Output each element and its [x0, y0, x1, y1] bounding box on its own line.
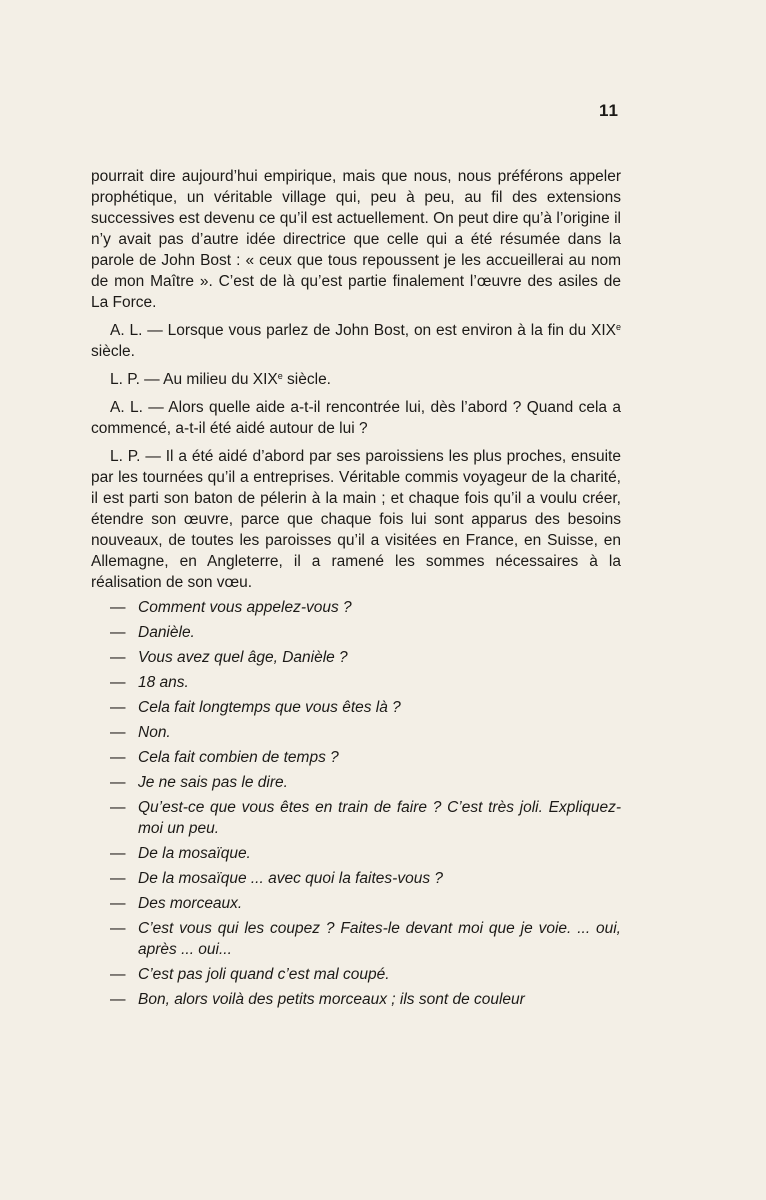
dialogue-text: De la mosaïque ... avec quoi la faites-vous ? — [138, 870, 443, 887]
dialogue-line — [91, 672, 621, 693]
dialogue-dash: — — [110, 799, 126, 816]
dialogue-text: Danièle. — [138, 624, 195, 641]
century-superscript: e — [277, 371, 283, 381]
dialogue-line — [91, 622, 621, 643]
dialogue-dash: — — [110, 920, 126, 937]
paragraph-al-question-2: A. L. — Alors quelle aide a-t-il rencontrée lui, dès l’abord ? Quand cela a commencé, a-t-il été aidé autour de lui ? — [91, 399, 621, 437]
dialogue-line — [91, 772, 621, 793]
paragraph-intro: pourrait dire aujourd’hui empirique, mais que nous, nous préférons appeler prophétique, un véritable village qui, peu à peu, au fil des extensions successives est devenu ce qu’il est actuellement. On peut dire qu’à l’origine il n’y avait pas d’autre idée directrice que celle qui a été résumée dans la parole de John Bost : « ceux que tous repoussent je les accueillerai au nom de mon Maître ». C’est de là qu’est partie finalement l’œuvre des asiles de La Force. — [91, 168, 621, 311]
paragraph-lp-answer-1-text: L. P. — Au milieu du XIX — [110, 371, 278, 388]
paragraph-al-question-1-text: A. L. — Lorsque vous parlez de John Bost, on est environ à la fin du XIX — [110, 322, 616, 339]
dialogue-text: C’est pas joli quand c’est mal coupé. — [138, 966, 390, 983]
dialogue-line — [91, 722, 621, 743]
dialogue-text: Comment vous appelez-vous ? — [138, 599, 352, 616]
dialogue-line — [91, 868, 621, 889]
dialogue-dash: — — [110, 774, 126, 791]
paragraph-lp-answer-1 — [91, 369, 621, 390]
dialogue-line — [91, 989, 621, 1010]
paragraph-lp-answer-2: L. P. — Il a été aidé d’abord par ses paroissiens les plus proches, ensuite par les tournées qu’il a entreprises. Véritable commis voyageur de la charité, il est parti son baton de pélerin à la main ; et chaque fois qu’il a voulu créer, étendre son œuvre, parce que chaque fois lui sont apparus des besoins nouveaux, de toutes les paroisses qu’il a visitées en France, en Suisse, en Allemagne, en Angleterre, il a ramené les sommes nécessaires à la réalisation de son vœu. — [91, 448, 621, 591]
dialogue-line — [91, 747, 621, 768]
dialogue-text: C’est vous qui les coupez ? Faites-le devant moi que je voie. ... oui, après ... oui... — [138, 920, 621, 958]
dialogue-line — [91, 964, 621, 985]
dialogue-line — [91, 647, 621, 668]
dialogue-dash: — — [110, 624, 126, 641]
dialogue-text: Cela fait longtemps que vous êtes là ? — [138, 699, 401, 716]
dialogue-line — [91, 918, 621, 960]
dialogue-dash: — — [110, 699, 126, 716]
dialogue-dash: — — [110, 870, 126, 887]
paragraph-lp-answer-1-end: siècle. — [282, 371, 331, 388]
dialogue-text: Qu’est-ce que vous êtes en train de faire ? C’est très joli. Expliquez-moi un peu. — [138, 799, 621, 837]
dialogue-line — [91, 597, 621, 618]
dialogue-dash: — — [110, 895, 126, 912]
dialogue-line — [91, 843, 621, 864]
dialogue-dash: — — [110, 649, 126, 666]
dialogue-dash: — — [110, 966, 126, 983]
dialogue-text: Vous avez quel âge, Danièle ? — [138, 649, 348, 666]
dialogue-text: Non. — [138, 724, 171, 741]
paragraph-al-question-1 — [91, 320, 621, 362]
paragraph-al-question-1-end: siècle. — [91, 343, 135, 360]
dialogue-line — [91, 697, 621, 718]
dialogue-line — [91, 797, 621, 839]
century-superscript: e — [615, 322, 621, 332]
page-number: 11 — [599, 101, 619, 120]
dialogue-text: Cela fait combien de temps ? — [138, 749, 339, 766]
dialogue-dash: — — [110, 674, 126, 691]
dialogue-dash: — — [110, 749, 126, 766]
dialogue-text: Des morceaux. — [138, 895, 243, 912]
dialogue-line — [91, 893, 621, 914]
dialogue-text: De la mosaïque. — [138, 845, 251, 862]
dialogue-text: Je ne sais pas le dire. — [138, 774, 288, 791]
dialogue-list — [91, 597, 621, 1010]
dialogue-text: Bon, alors voilà des petits morceaux ; ils sont de couleur — [138, 991, 525, 1008]
dialogue-text: 18 ans. — [138, 674, 189, 691]
body-text — [91, 166, 621, 1014]
dialogue-dash: — — [110, 724, 126, 741]
dialogue-dash: — — [110, 599, 126, 616]
dialogue-dash: — — [110, 845, 126, 862]
dialogue-dash: — — [110, 991, 126, 1008]
